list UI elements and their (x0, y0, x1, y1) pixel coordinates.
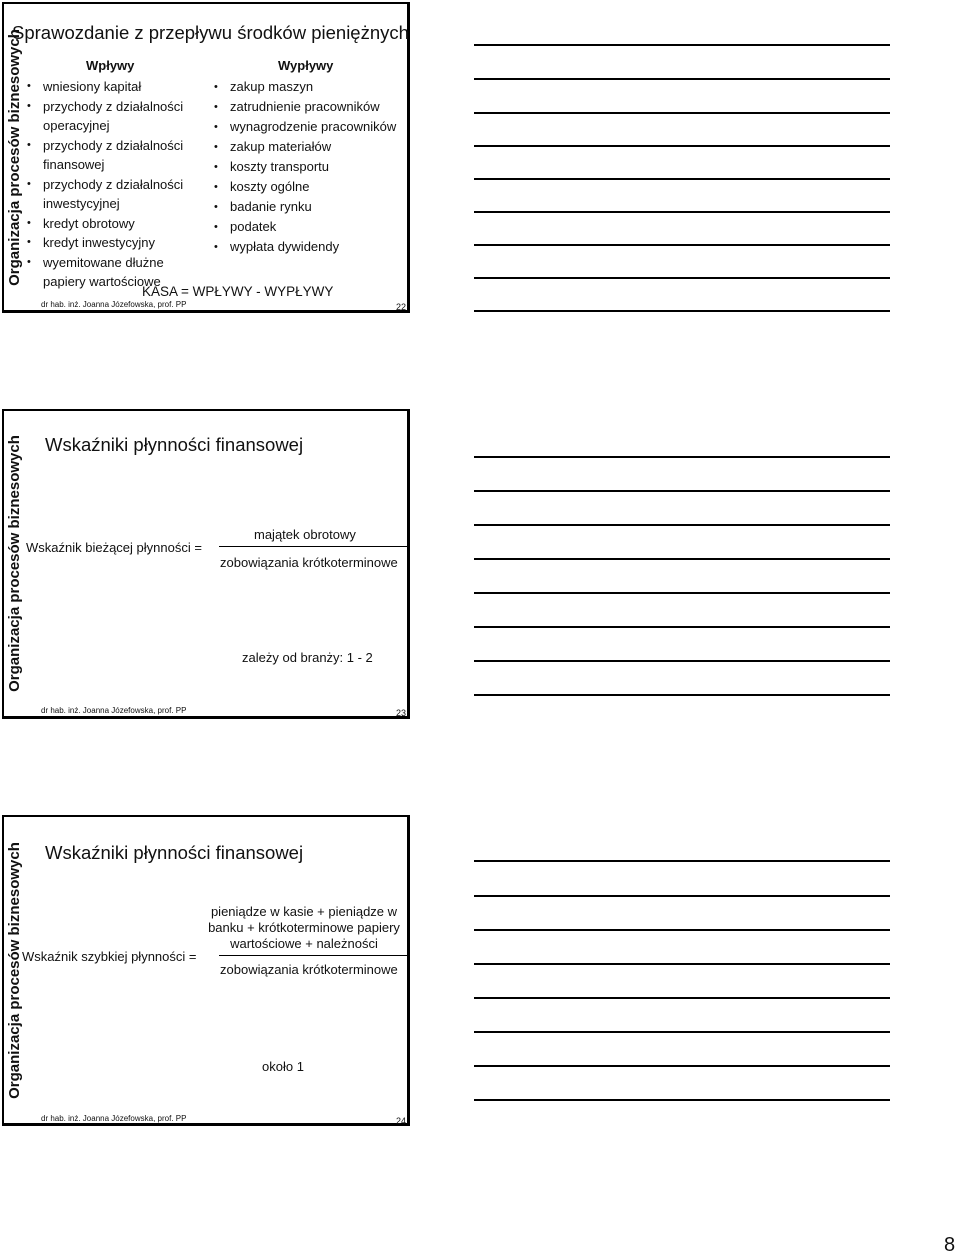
list-item: • wypłata dywidendy (214, 237, 409, 257)
note-line (474, 997, 890, 999)
note-line (474, 244, 890, 246)
list-item: • przychody z działalności inwestycyjnej (27, 175, 202, 214)
footer-author: dr hab. inż. Joanna Józefowska, prof. PP (41, 706, 187, 715)
note-line (474, 44, 890, 46)
note-line (474, 112, 890, 114)
note-line (474, 145, 890, 147)
list-item: • kredyt inwestycyjny (27, 233, 202, 253)
note-line (474, 178, 890, 180)
note-line (474, 895, 890, 897)
list-item: • podatek (214, 217, 409, 237)
list-item: • wyemitowane dłużne papiery wartościowe (27, 253, 202, 292)
slide-number: 23 (396, 708, 407, 718)
side-label: Organizacja procesów biznesowych (5, 28, 23, 286)
note-line (474, 1099, 890, 1101)
cash-formula: KASA = WPŁYWY - WYPŁYWY (142, 284, 334, 299)
fraction-numerator-line: banku + krótkoterminowe papiery (208, 920, 400, 935)
list-item: • wniesiony kapitał (27, 77, 202, 97)
slide-24 (2, 815, 410, 1126)
list-item: • wynagrodzenie pracowników (214, 117, 409, 137)
note-line (474, 490, 890, 492)
note-line (474, 78, 890, 80)
note-line (474, 456, 890, 458)
list-item: • kredyt obrotowy (27, 214, 202, 234)
note-line (474, 963, 890, 965)
slide-number: 24 (396, 1116, 407, 1126)
fraction-numerator: majątek obrotowy (254, 527, 356, 542)
list-item: • koszty ogólne (214, 177, 409, 197)
fraction-bar (219, 955, 409, 956)
page-number: 8 (944, 1234, 956, 1256)
side-label: Organizacja procesów biznesowych (5, 841, 23, 1099)
list-item: • koszty transportu (214, 157, 409, 177)
ratio-note: około 1 (262, 1059, 304, 1074)
note-line (474, 860, 890, 862)
fraction-numerator-line: wartościowe + należności (230, 936, 378, 951)
fraction-denominator: zobowiązania krótkoterminowe (220, 555, 398, 570)
side-label: Organizacja procesów biznesowych (5, 435, 23, 692)
note-line (474, 1031, 890, 1033)
fraction-denominator: zobowiązania krótkoterminowe (220, 962, 398, 977)
ratio-label: Wskaźnik bieżącej płynności = (26, 540, 202, 555)
list-item: • przychody z działalności finansowej (27, 136, 202, 175)
list-item: • przychody z działalności operacyjnej (27, 97, 202, 136)
inflows-list (27, 77, 202, 292)
note-line (474, 277, 890, 279)
note-line (474, 694, 890, 696)
list-item: • zakup materiałów (214, 137, 409, 157)
note-line (474, 929, 890, 931)
note-line (474, 660, 890, 662)
inflows-header: Wpływy (86, 58, 135, 73)
slide-title: Sprawozdanie z przepływu środków pieniężnych (12, 22, 409, 43)
list-item: • badanie rynku (214, 197, 409, 217)
note-line (474, 558, 890, 560)
fraction-bar (219, 546, 409, 547)
note-line (474, 310, 890, 312)
slide-title: Wskaźniki płynności finansowej (45, 434, 304, 455)
note-line (474, 524, 890, 526)
outflows-header: Wypływy (278, 58, 334, 73)
fraction-numerator-line: pieniądze w kasie + pieniądze w (210, 904, 398, 919)
note-line (474, 592, 890, 594)
list-item: • zatrudnienie pracowników (214, 97, 409, 117)
note-line (474, 1065, 890, 1067)
outflows-list (214, 77, 409, 257)
slide-title: Wskaźniki płynności finansowej (45, 842, 304, 863)
slide-22 (2, 2, 410, 313)
slide-23 (2, 409, 410, 719)
footer-author: dr hab. inż. Joanna Józefowska, prof. PP (41, 300, 187, 309)
list-item: • zakup maszyn (214, 77, 409, 97)
ratio-note: zależy od branży: 1 - 2 (242, 650, 373, 665)
ratio-label: Wskaźnik szybkiej płynności = (22, 949, 197, 964)
note-line (474, 211, 890, 213)
footer-author: dr hab. inż. Joanna Józefowska, prof. PP (41, 1114, 187, 1123)
slide-number: 22 (396, 302, 407, 312)
note-line (474, 626, 890, 628)
